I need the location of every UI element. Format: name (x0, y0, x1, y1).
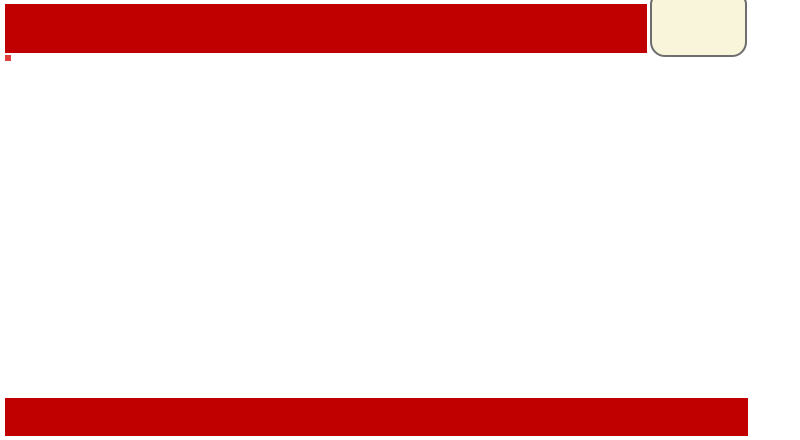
title-banner (5, 4, 647, 53)
legend-box (650, 0, 747, 57)
highlight-box (5, 55, 11, 61)
footer-banner (5, 398, 748, 436)
